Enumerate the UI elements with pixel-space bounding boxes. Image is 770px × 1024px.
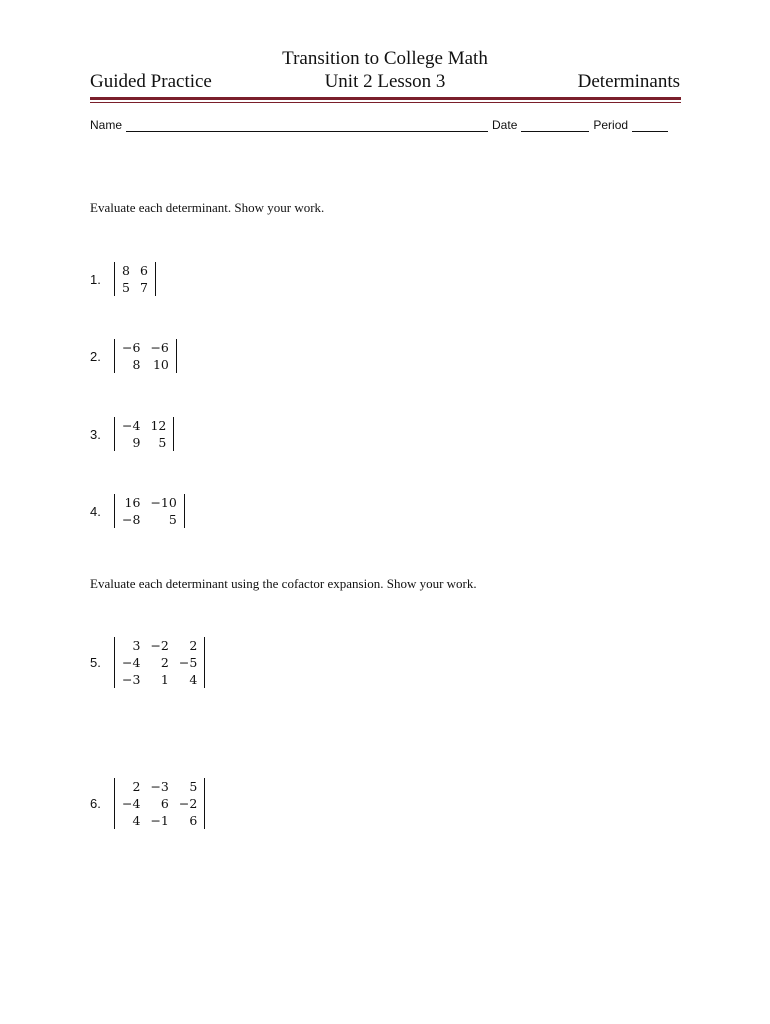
matrix-row	[117, 812, 202, 829]
determinant-matrix	[114, 637, 205, 688]
section-instruction: Evaluate each determinant. Show your work.	[90, 200, 325, 215]
determinant-matrix	[114, 262, 156, 296]
matrix-entry: 7	[139, 280, 148, 295]
matrix-entry: 8	[122, 263, 130, 278]
problem-1	[90, 262, 156, 296]
name-label: Name	[90, 118, 123, 132]
matrix-entry: −1	[150, 813, 169, 828]
matrix-entry: −3	[150, 779, 169, 794]
matrix-entry: 4	[189, 672, 198, 687]
matrix-entry: 9	[132, 435, 141, 450]
matrix-entry: 2	[189, 638, 198, 653]
matrix-entry: 6	[139, 263, 148, 278]
header-row	[90, 70, 680, 94]
matrix-entry: 6	[189, 813, 198, 828]
matrix-entry: 8	[132, 357, 141, 372]
matrix-row	[117, 434, 171, 451]
problem-number: 6.	[90, 796, 101, 811]
unit-lesson: Unit 2 Lesson 3	[324, 71, 446, 92]
problem-5	[90, 637, 205, 688]
problem-number: 5.	[90, 655, 101, 670]
topic-title: Determinants	[577, 71, 680, 92]
matrix-row	[117, 671, 202, 688]
matrix-entry: 10	[152, 357, 169, 372]
matrix-entry: 5	[189, 779, 198, 794]
matrix-entry: 2	[160, 655, 169, 670]
matrix-entry: −6	[150, 340, 169, 355]
matrix-entry: −10	[150, 495, 177, 510]
matrix-entry: 6	[160, 796, 169, 811]
problem-4	[90, 494, 185, 528]
matrix-row	[117, 511, 182, 528]
matrix-entry: 2	[132, 779, 141, 794]
problem-number: 2.	[90, 348, 101, 364]
worksheet-header	[90, 48, 680, 94]
name-blank[interactable]	[126, 119, 488, 132]
determinant-matrix	[114, 778, 205, 829]
matrix-entry: −8	[122, 512, 141, 527]
matrix-entry: −4	[122, 796, 141, 811]
matrix-entry: −2	[150, 638, 169, 653]
determinant-matrix	[114, 339, 177, 373]
matrix-row	[117, 778, 202, 795]
problem-number: 1.	[90, 271, 101, 287]
period-label: Period	[593, 118, 629, 132]
worksheet-type: Guided Practice	[90, 71, 212, 92]
matrix-entry: 5	[168, 512, 177, 527]
period-blank[interactable]	[632, 119, 668, 132]
matrix-entry: −3	[122, 672, 141, 687]
matrix-row	[117, 356, 174, 373]
matrix-row	[117, 494, 182, 511]
matrix-entry: 5	[158, 435, 167, 450]
matrix-entry: −2	[178, 796, 198, 811]
header-rule-thin	[90, 102, 681, 103]
determinant-matrix	[114, 417, 174, 451]
matrix-entry: −4	[122, 655, 141, 670]
matrix-row	[117, 637, 202, 654]
problem-number: 3.	[90, 426, 101, 442]
name-date-period-line	[90, 118, 682, 132]
problem-2	[90, 339, 177, 373]
problem-6	[90, 778, 205, 829]
matrix-entry: 4	[132, 813, 141, 828]
matrix-entry: 12	[150, 418, 167, 433]
matrix-entry: 5	[122, 280, 130, 295]
matrix-row	[117, 279, 153, 296]
matrix-entry: 16	[124, 495, 141, 510]
matrix-entry: −6	[122, 340, 141, 355]
matrix-row	[117, 654, 202, 671]
date-blank[interactable]	[521, 119, 589, 132]
problem-number: 4.	[90, 503, 101, 519]
matrix-entry: 3	[132, 638, 141, 653]
date-label: Date	[492, 118, 518, 132]
problem-3	[90, 417, 174, 451]
header-rule	[90, 97, 681, 100]
matrix-entry: 1	[160, 672, 169, 687]
matrix-entry: −4	[122, 418, 141, 433]
matrix-row	[117, 417, 171, 434]
matrix-entry: −5	[178, 655, 198, 670]
matrix-row	[117, 262, 153, 279]
matrix-row	[117, 795, 202, 812]
matrix-row	[117, 339, 174, 356]
determinant-matrix	[114, 494, 185, 528]
course-title: Transition to College Math	[282, 48, 488, 69]
section-instruction: Evaluate each determinant using the cofactor expansion. Show your work.	[90, 576, 477, 591]
